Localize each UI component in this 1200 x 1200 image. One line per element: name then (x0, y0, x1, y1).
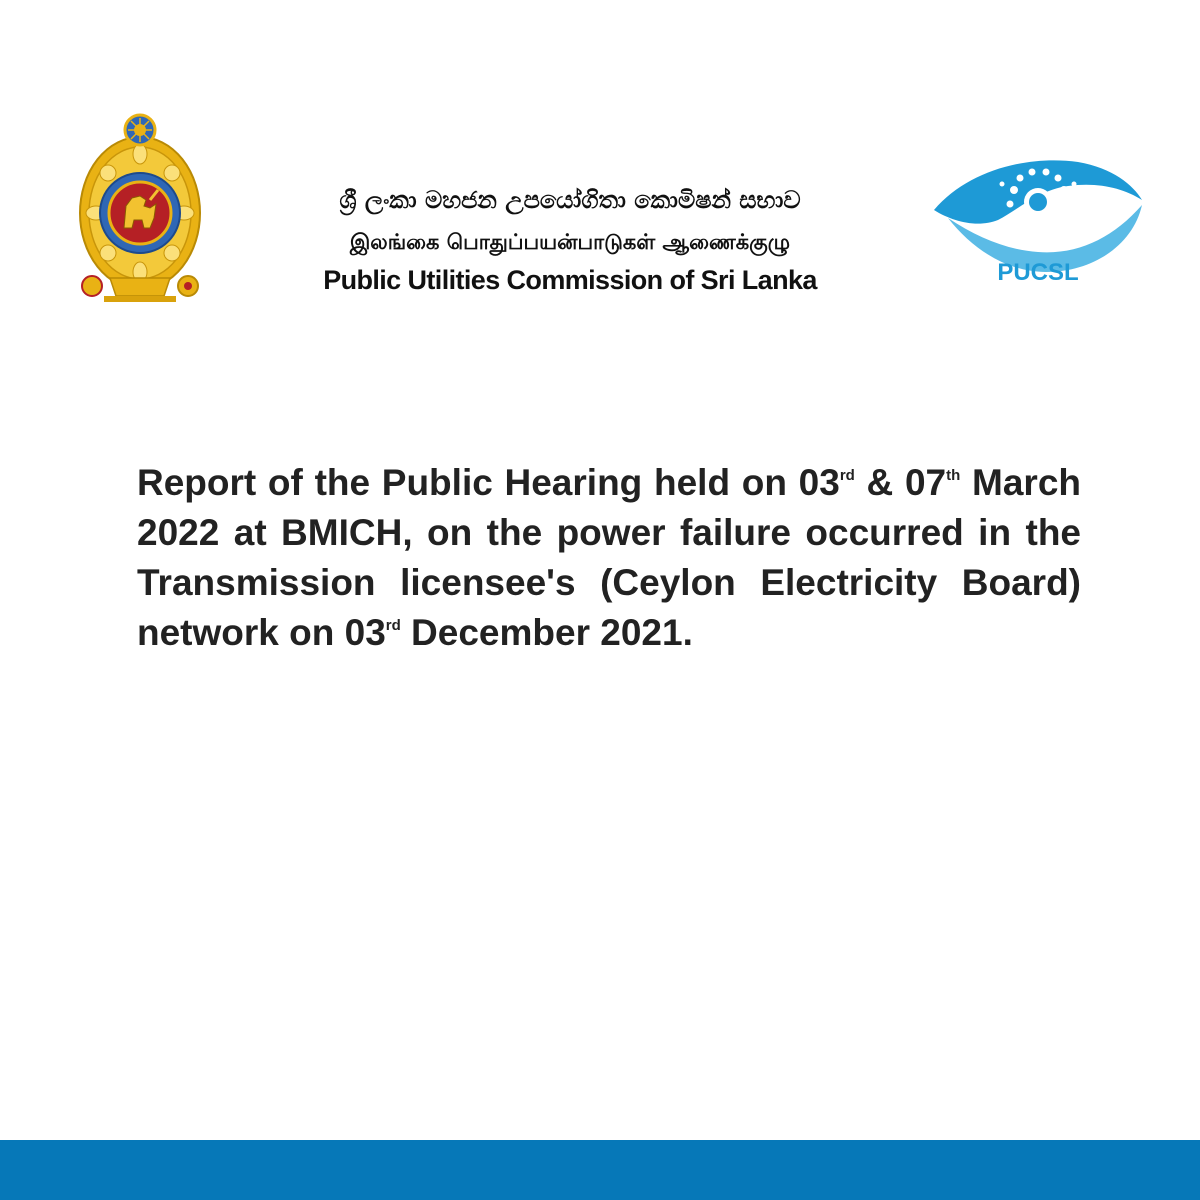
org-name-tamil: இலங்கை பொதுப்பயன்பாடுகள் ஆணைக்குழு (349, 230, 791, 254)
organization-names (230, 178, 910, 298)
pucsl-logo (928, 150, 1148, 290)
pucsl-logo-text: PUCSL (997, 259, 1079, 286)
header (0, 0, 1200, 320)
footer-bar (0, 1140, 1200, 1200)
sri-lanka-emblem-icon (70, 110, 210, 305)
org-name-english: Public Utilities Commission of Sri Lanka (323, 265, 817, 295)
report-title: Report of the Public Hearing held on 03rd & 07th March 2022 at BMICH, on the power failure occurred in the Transmission licensee's (Ceylon Electricity Board) network on 03rd December 2021. (137, 462, 1082, 653)
org-name-sinhala: ශ්‍රී ලංකා මහජන උපයෝගිතා කොමිෂන් සභාව (339, 186, 801, 214)
